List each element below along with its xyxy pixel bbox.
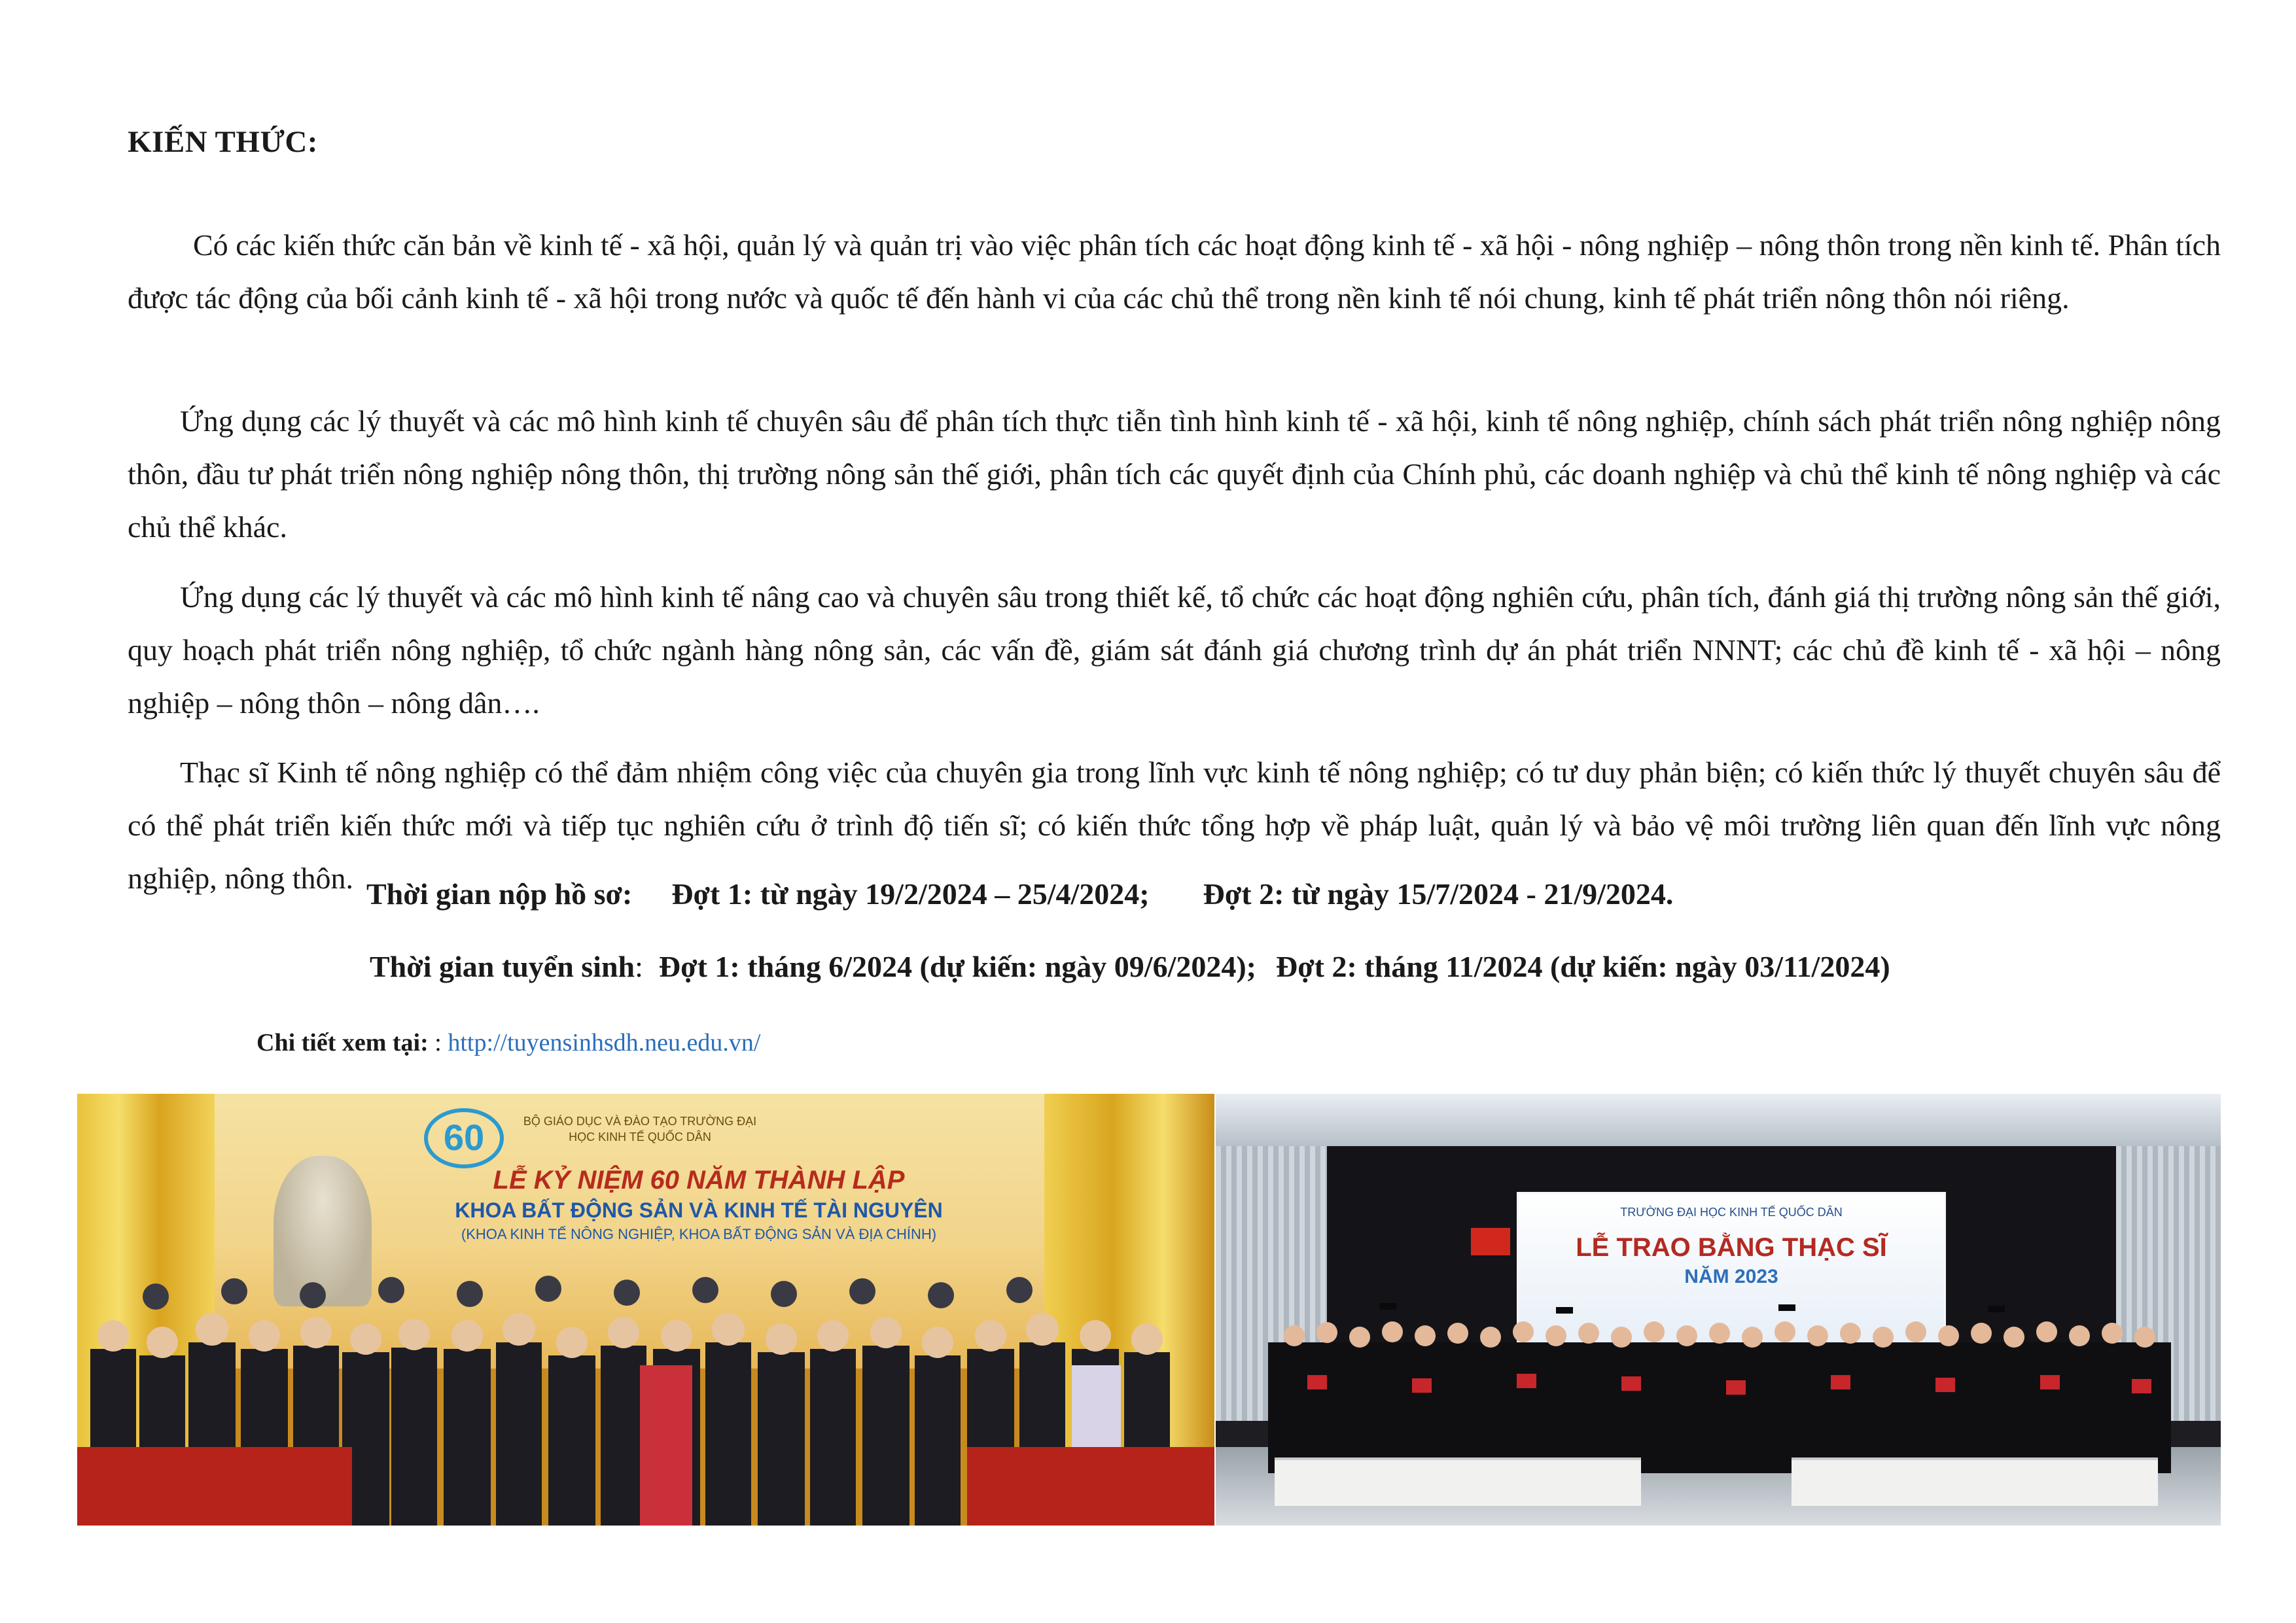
- anniversary-photo: [77, 1094, 1214, 1526]
- hall-ceiling: [1216, 1094, 2221, 1146]
- exam-label: Thời gian tuyển sinh: [370, 950, 635, 983]
- paragraph-knowledge-advanced: Ứng dụng các lý thuyết và các mô hình kinh tế nâng cao và chuyên sâu trong thiết kế, tổ chức các hoạt động nghiên cứu, phân tích, đánh giá thị trường nông sản thế giới, quy hoạch phát triển nông nghiệp, tổ chức ngành hàng nông sản, các vấn đề, giám sát đánh giá chương trình dự án phát triển NNNT; các chủ đề kinh tế - xã hội – nông nghiệp – nông thôn – nông dân….: [128, 580, 2221, 720]
- detail-line: [256, 1028, 760, 1057]
- section-heading: KIẾN THỨC:: [128, 125, 318, 159]
- red-table-right: [967, 1447, 1214, 1526]
- submission-round2: Đợt 2: từ ngày 15/7/2024 - 21/9/2024.: [1203, 877, 1674, 911]
- paragraph-knowledge-basic: Có các kiến thức căn bản về kinh tế - xã hội, quản lý và quản trị vào việc phân tích các hoạt động kinh tế - xã hội - nông nghiệp – nông thôn trong nền kinh tế. Phân tích được tác động của bối cảnh kinh tế - xã hội trong nước và quốc tế đến hành vi của các chủ thể trong nền kinh tế nói chung, kinh tế phát triển nông thôn nói riêng.: [128, 228, 2221, 315]
- backdrop-title: LỄ KỶ NIỆM 60 NĂM THÀNH LẬP: [493, 1166, 905, 1195]
- paragraph-master-role: Thạc sĩ Kinh tế nông nghiệp có thể đảm nhiệm công việc của chuyên gia trong lĩnh vực kinh tế nông nghiệp; có tư duy phản biện; có kiến thức lý thuyết chuyên sâu để có thể phát triển kiến thức mới và tiếp tục nghiên cứu ở trình độ tiến sĩ; có kiến thức tổng hợp về pháp luật, quản lý và bảo vệ môi trường liên quan đến lĩnh vực nông nghiệp, nông thôn.: [128, 756, 2221, 895]
- front-desk-left: [1275, 1457, 1641, 1506]
- detail-separator: :: [428, 1029, 448, 1056]
- flag-icon: [1471, 1228, 1510, 1255]
- exam-label-colon: :: [635, 950, 643, 983]
- backdrop-faculty-note: (KHOA KINH TẾ NÔNG NGHIỆP, KHOA BẤT ĐỘNG SẢN VÀ ĐỊA CHÍNH): [461, 1226, 937, 1242]
- exam-schedule: [370, 949, 1890, 984]
- paragraph-knowledge-application: Ứng dụng các lý thuyết và các mô hình kinh tế chuyên sâu để phân tích thực tiễn tình hình kinh tế - xã hội, kinh tế nông nghiệp, chính sách phát triển nông nghiệp nông thôn, đầu tư phát triển nông nghiệp nông thôn, thị trường nông sản thế giới, phân tích các quyết định của Chính phủ, các doanh nghiệp và chủ thể kinh tế nông nghiệp và các chủ thể khác.: [128, 404, 2221, 544]
- red-table-left: [77, 1447, 352, 1526]
- screen-title: LỄ TRAO BẰNG THẠC SĨ: [1576, 1233, 1887, 1262]
- screen-university: TRƯỜNG ĐẠI HỌC KINH TẾ QUỐC DÂN: [1620, 1206, 1843, 1219]
- anniversary-logo: 60: [424, 1108, 504, 1168]
- exam-round2: Đợt 2: tháng 11/2024 (dự kiến: ngày 03/11/2024): [1275, 950, 1890, 983]
- exam-round1: Đợt 1: tháng 6/2024 (dự kiến: ngày 09/6/2024);: [658, 950, 1256, 983]
- screen-year: NĂM 2023: [1684, 1266, 1778, 1287]
- submission-schedule: [366, 877, 1673, 911]
- graduation-photo: [1216, 1094, 2221, 1526]
- backdrop-faculty: KHOA BẤT ĐỘNG SẢN VÀ KINH TẾ TÀI NGUYÊN: [455, 1198, 943, 1222]
- front-desk-right: [1792, 1457, 2158, 1506]
- submission-round1: Đợt 1: từ ngày 19/2/2024 – 25/4/2024;: [671, 877, 1150, 911]
- graduates-group: [1216, 1303, 2221, 1473]
- detail-label: Chi tiết xem tại:: [256, 1029, 429, 1056]
- backdrop-subtitle: BỘ GIÁO DỤC VÀ ĐÀO TẠO TRƯỜNG ĐẠI HỌC KINH TẾ QUỐC DÂN: [523, 1115, 757, 1143]
- detail-link[interactable]: http://tuyensinhsdh.neu.edu.vn/: [448, 1029, 761, 1056]
- submission-label: Thời gian nộp hồ sơ:: [366, 877, 633, 911]
